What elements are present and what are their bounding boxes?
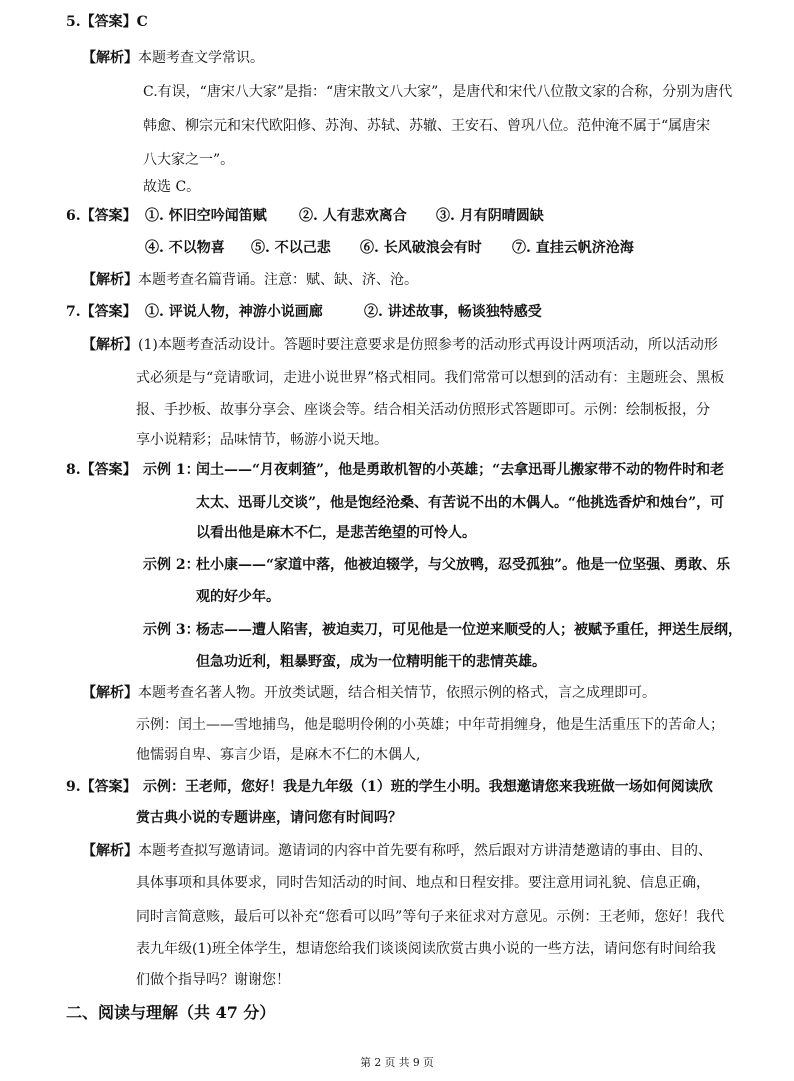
- q7-answer-item: ②. 讲述故事，畅谈独特感受: [364, 304, 542, 320]
- q6-answer-item: ⑥. 长风破浪会有时: [360, 240, 482, 256]
- q8-analysis-line: [82, 683, 656, 703]
- q8-example-text: 太太、迅哥儿交谈”，他是饱经沧桑、有苦说不出的木偶人。“他挑选香炉和烛台”，可: [196, 495, 725, 511]
- q5-analysis-text: 韩愈、柳宗元和宋代欧阳修、苏洵、苏轼、苏辙、王安石、曾巩八位。范仲淹不属于“属唐宋: [143, 118, 711, 134]
- q9-answer-text: 赏古典小说的专题讲座，请问您有时间吗？: [136, 810, 402, 826]
- q8-answer-label: 【答案】: [80, 462, 137, 478]
- q8-example-text: 但急功近利，粗暴野蛮，成为一位精明能干的悲情英雄。: [196, 654, 546, 670]
- q5-answer-label: 【答案】: [80, 14, 137, 30]
- q8-analysis-label: 【解析】: [82, 685, 138, 701]
- q8-analysis-text: 他懦弱自卑、寡言少语，是麻木不仁的木偶人,: [136, 747, 421, 763]
- q7-number: 7.: [66, 304, 81, 320]
- q9-analysis-text: 们做个指导吗？谢谢您！: [136, 972, 290, 988]
- q6-answer-item: ③. 月有阴晴圆缺: [436, 208, 544, 224]
- q9-analysis-text: 本题考查拟写邀请词。邀请词的内容中首先要有称呼，然后跟对方讲清楚邀请的事由、目的、: [138, 843, 712, 859]
- q7-answer-label: 【答案】: [80, 304, 137, 320]
- q9-answer-line: [66, 777, 137, 797]
- q6-analysis-label: 【解析】: [82, 272, 138, 288]
- q9-analysis-text: 同时言简意赅，最后可以补充“您看可以吗”等句子来征求对方意见。示例：王老师，您好！我代: [136, 909, 725, 925]
- q8-example-label: 示例 2：: [143, 557, 200, 573]
- q8-analysis-text: 示例：闰土——雪地捕鸟，他是聪明伶俐的小英雄；中年苛捐缠身，他是生活重压下的苦命人；: [136, 717, 724, 733]
- q9-answer-label: 【答案】: [80, 779, 137, 795]
- q8-example-text: 以看出他是麻木不仁，是悲苦绝望的可怜人。: [196, 525, 476, 541]
- q7-analysis-text: 式必须是与“竞请歌词，走进小说世界”格式相同。我们常常可以想到的活动有：主题班会、黑板: [136, 370, 725, 386]
- q7-analysis-text: 享小说精彩；品味情节，畅游小说天地。: [136, 432, 388, 448]
- q9-analysis-text: 表九年级(1)班全体学生，想请您给我们谈谈阅读欣赏古典小说的一些方法，请问您有时间给我: [136, 941, 716, 957]
- q8-example-text: 闰土——“月夜刺猹”，他是勇敢机智的小英雄；“去拿迅哥儿搬家带不动的物件时和老: [196, 462, 725, 478]
- q5-number: 5.: [66, 14, 81, 30]
- q5-answer: C: [136, 14, 148, 30]
- page-footer: 第 2 页 共 9 页: [360, 1056, 434, 1069]
- q5-analysis-line: [82, 48, 264, 68]
- q6-answer-item: ①. 怀旧空吟闻笛赋: [145, 208, 267, 224]
- q7-analysis-label: 【解析】: [82, 337, 138, 353]
- q9-analysis-line: [82, 841, 712, 861]
- q9-analysis-text: 具体事项和具体要求，同时告知活动的时间、地点和日程安排。要注意用词礼貌、信息正确，: [136, 875, 710, 891]
- q5-analysis-text: C.有误，“唐宋八大家”是指：“唐宋散文八大家”，是唐代和宋代八位散文家的合称，分别为唐代: [143, 84, 733, 100]
- q8-example-text: 杨志——遭人陷害，被迫卖刀，可见他是一位逆来顺受的人；被赋予重任，押送生辰纲，: [196, 622, 742, 638]
- q6-answer-item: ④. 不以物喜: [145, 240, 225, 256]
- q7-analysis-text: (1)本题考查活动设计。答题时要注意要求是仿照参考的活动形式再设计两项活动，所以活动形: [138, 337, 718, 353]
- q6-answer-label: 【答案】: [80, 208, 137, 224]
- q6-analysis-line: [82, 270, 418, 290]
- q6-analysis-text: 本题考查名篇背诵。注意：赋、缺、济、沧。: [138, 272, 418, 288]
- q6-answer-line: [66, 206, 137, 226]
- q5-analysis-text: 八大家之一”。: [143, 152, 235, 168]
- q9-answer-text: 示例：王老师，您好！我是九年级（1）班的学生小明。我想邀请您来我班做一场如何阅读欣: [143, 779, 713, 795]
- q8-analysis-intro: 本题考查名著人物。开放类试题，结合相关情节，依照示例的格式，言之成理即可。: [138, 685, 656, 701]
- q6-answer-item: ②. 人有悲欢离合: [299, 208, 407, 224]
- q5-analysis-label: 【解析】: [82, 50, 138, 66]
- q8-example-text: 观的好少年。: [196, 589, 280, 605]
- q8-example-label: 示例 3：: [143, 622, 200, 638]
- q5-conclusion: 故选 C。: [143, 179, 201, 195]
- q7-analysis-line: [82, 335, 718, 355]
- q8-answer-line: [66, 460, 137, 480]
- q9-number: 9.: [66, 779, 81, 795]
- q6-answer-item: ⑦. 直挂云帆济沧海: [512, 240, 634, 256]
- section-heading: 二、阅读与理解（共 47 分）: [66, 1003, 276, 1022]
- q5-analysis-intro: 本题考查文学常识。: [138, 50, 264, 66]
- q8-example-text: 杜小康——“家道中落，他被迫辍学，与父放鸭，忍受孤独”。他是一位坚强、勇敢、乐: [196, 557, 731, 573]
- q9-analysis-label: 【解析】: [82, 843, 138, 859]
- q5-answer-line: [66, 12, 148, 32]
- q7-answer-line: [66, 302, 137, 322]
- q8-example-label: 示例 1：: [143, 462, 200, 478]
- q7-answer-item: ①. 评说人物，神游小说画廊: [145, 304, 323, 320]
- q6-number: 6.: [66, 208, 81, 224]
- q7-analysis-text: 报、手抄板、故事分享会、座谈会等。结合相关活动仿照形式答题即可。示例：绘制板报，分: [136, 402, 710, 418]
- q6-answer-item: ⑤. 不以己悲: [251, 240, 331, 256]
- q8-number: 8.: [66, 462, 81, 478]
